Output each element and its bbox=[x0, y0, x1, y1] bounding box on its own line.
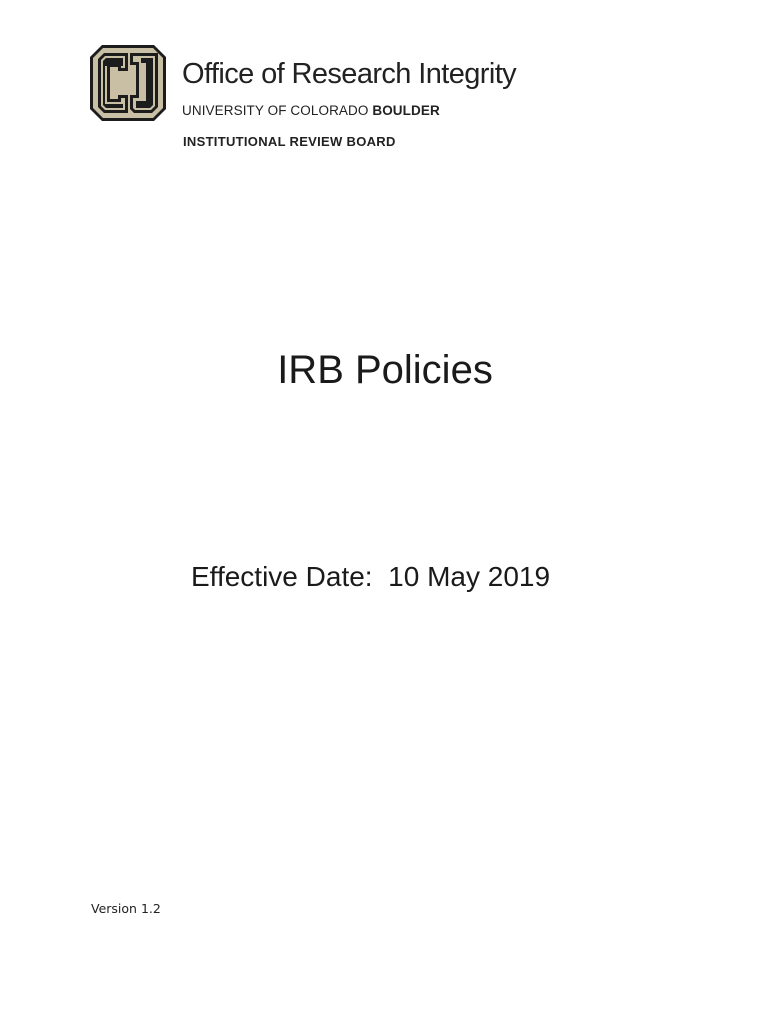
university-name bbox=[182, 103, 440, 118]
university-campus: BOULDER bbox=[372, 103, 440, 118]
effective-date-value: 10 May 2019 bbox=[388, 561, 551, 592]
org-title: Office of Research Integrity bbox=[182, 58, 517, 90]
effective-date bbox=[191, 561, 550, 593]
university-prefix: UNIVERSITY OF COLORADO bbox=[182, 103, 373, 118]
document-title: IRB Policies bbox=[277, 348, 493, 392]
version-label: Version 1.2 bbox=[91, 901, 161, 916]
cu-logo-icon bbox=[90, 45, 166, 121]
effective-date-label: Effective Date: bbox=[191, 561, 373, 592]
board-name: INSTITUTIONAL REVIEW BOARD bbox=[183, 134, 396, 149]
